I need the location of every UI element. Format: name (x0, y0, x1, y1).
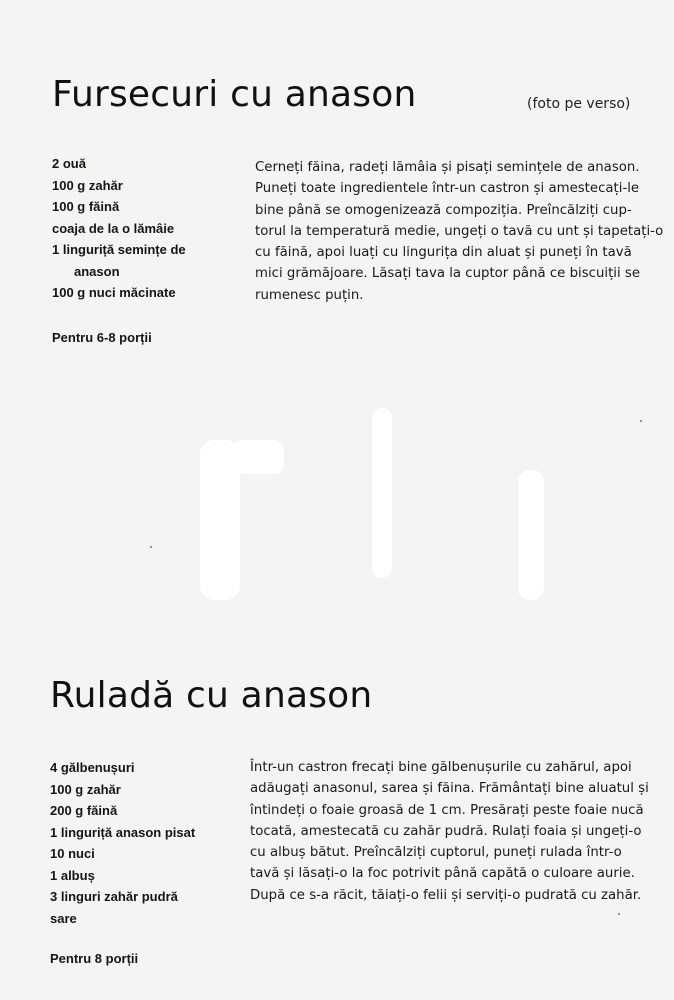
method-line: întindeți o foaie groasă de 1 cm. Presărați peste foaie nucă (250, 802, 644, 818)
scan-artifact (518, 470, 544, 600)
ingredient-list (50, 757, 240, 929)
ingredient-item: 4 gălbenușuri (50, 760, 135, 775)
method-line: torul la temperatură medie, ungeți o tavă cu unt și tapetați-o (255, 223, 664, 239)
method-line: tavă și lăsați-o la foc potrivit până capătă o culoare aurie. (250, 866, 635, 882)
method-line: adăugați anasonul, sarea și făina. Frământați bine aluatul și (250, 781, 649, 797)
recipe-title: Ruladă cu anason (50, 675, 373, 716)
ingredient-item: 100 g nuci măcinate (52, 285, 176, 300)
method-line: tocată, amestecată cu zahăr pudră. Rulați foaia și ungeți-o (250, 823, 642, 839)
method-line: După ce s-a răcit, tăiați-o felii și serviți-o pudrată cu zahăr. (250, 887, 642, 903)
ingredient-item: anason (74, 263, 120, 279)
ingredient-item: 10 nuci (50, 846, 95, 861)
scan-speck (150, 546, 152, 548)
servings: Pentru 8 porții (50, 951, 139, 966)
ingredient-item: 1 linguriță semințe de (52, 242, 186, 257)
ingredient-item: sare (50, 910, 77, 926)
method-line: Într-un castron frecați bine gălbenușurile cu zahărul, apoi (250, 760, 632, 775)
method-line: cu albuș bătut. Preîncălziți cuptorul, puneți rulada într-o (250, 845, 622, 861)
method-line: cu făină, apoi luați cu lingurița din aluat și puneți în tavă (255, 245, 632, 261)
ingredient-item: 1 linguriță anason pisat (50, 824, 196, 840)
ingredient-item: coaja de la o lămâie (52, 220, 175, 236)
method-line: mici grămăjoare. Lăsați tava la cuptor până ce biscuiții se (255, 266, 641, 282)
ingredient-item: 1 albuș (50, 867, 95, 883)
method-text (250, 757, 649, 906)
scan-speck (618, 913, 620, 915)
ingredient-list (52, 153, 242, 304)
servings: Pentru 6-8 porții (52, 330, 152, 345)
recipe-title: Fursecuri cu anason (52, 74, 417, 115)
ingredient-item: 2 ouă (52, 156, 86, 171)
scan-speck (640, 420, 642, 422)
ingredient-item: 100 g făină (52, 199, 120, 214)
ingredient-item: 200 g făină (50, 803, 118, 818)
method-line: rumenesc puțin. (255, 287, 364, 303)
method-text (255, 157, 663, 306)
ingredient-item: 100 g zahăr (50, 781, 121, 797)
method-line: Puneți toate ingredientele într-un castron și amestecați-le (255, 181, 640, 197)
scan-artifact (372, 408, 392, 578)
method-line: Cerneți făina, radeți lămâia și pisați semințele de anason. (255, 160, 640, 175)
ingredient-item: 100 g zahăr (52, 177, 123, 193)
photo-note: (foto pe verso) (527, 96, 631, 112)
scan-artifact (232, 440, 284, 474)
ingredient-item: 3 linguri zahăr pudră (50, 889, 178, 904)
method-line: bine până se omogenizează compoziția. Preîncălziți cup- (255, 202, 632, 218)
